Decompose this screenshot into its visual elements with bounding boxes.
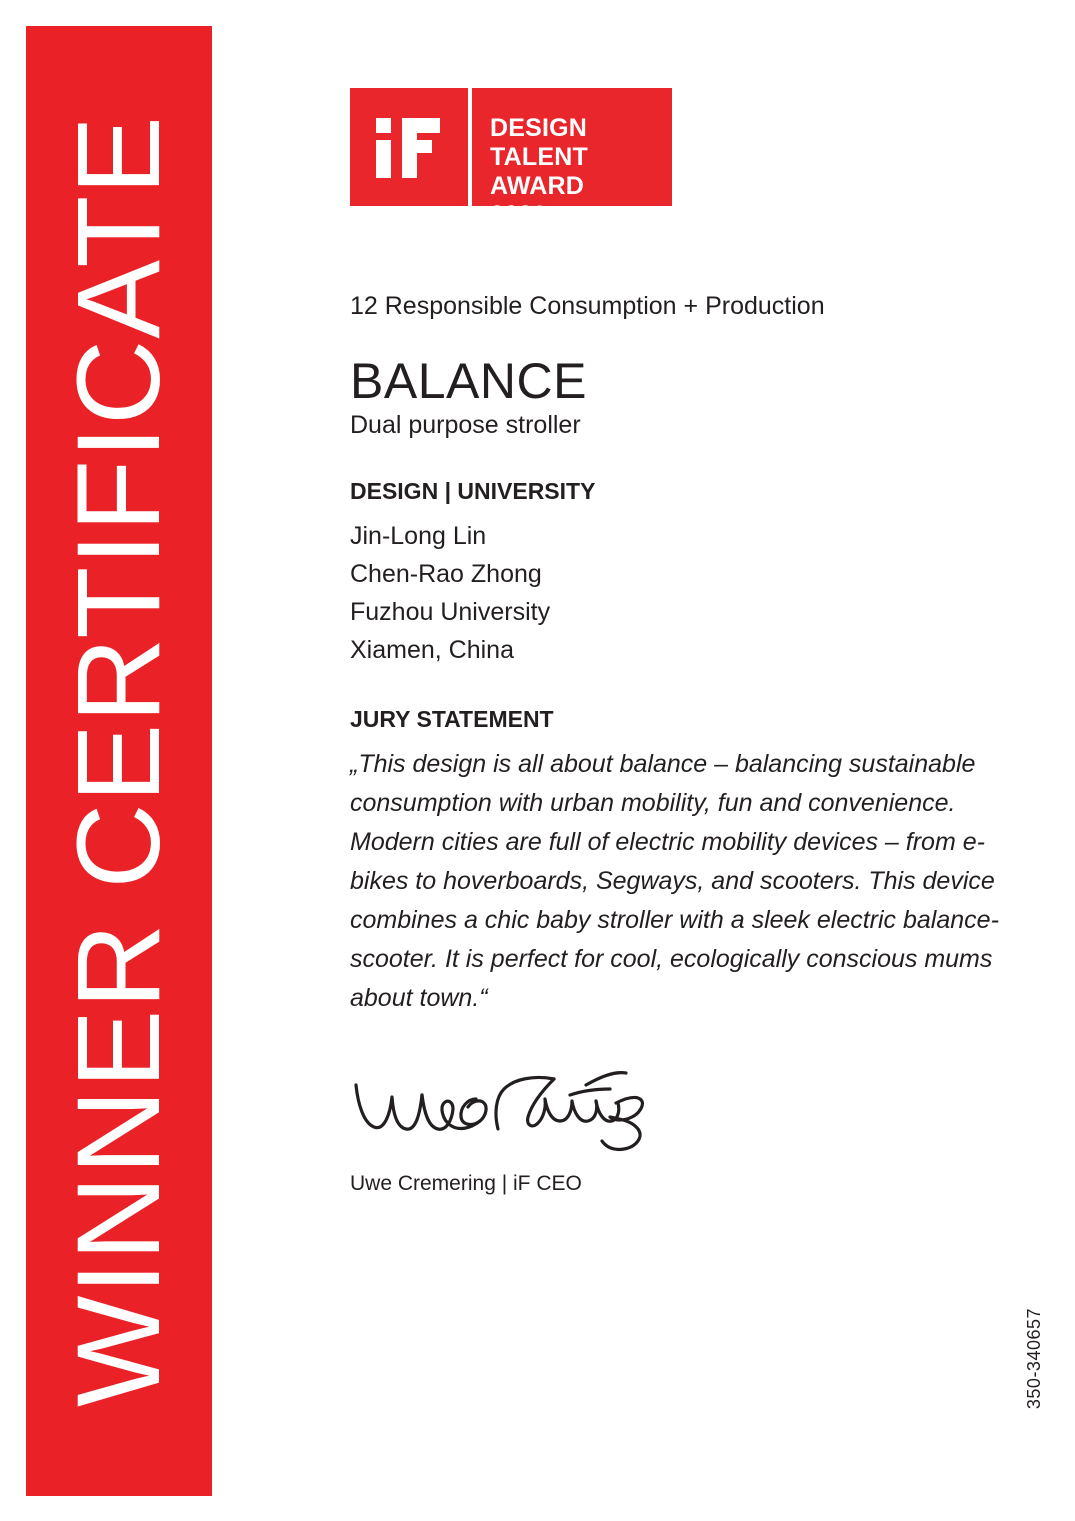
credit-designer-2: Chen-Rao Zhong: [350, 559, 542, 588]
if-logo-i-stem: [376, 140, 391, 178]
jury-statement-text: „This design is all about balance – balancing sustainable consumption with urban mobility, fun and convenience. Modern cities are full of electric mobility devices – from e-bikes to hoverboards, Segways, and scooters. This device combines a chic baby stroller with a sleek electric balance-scooter. It is perfect for cool, ecologically conscious mums about town.“: [350, 749, 999, 1012]
project-subtitle: Dual purpose stroller: [350, 410, 581, 439]
if-logo-f-bar: [402, 140, 432, 153]
signature-caption: Uwe Cremering | iF CEO: [350, 1172, 582, 1195]
signature-image: [348, 1055, 658, 1165]
credit-designer-1: Jin-Long Lin: [350, 521, 487, 550]
jury-statement-heading: JURY STATEMENT: [350, 705, 554, 732]
reference-code: 350-340657: [1024, 1307, 1044, 1409]
if-logo-i-dot: [376, 118, 391, 133]
banner-title: WINNER CERTIFICATE: [53, 115, 185, 1407]
credit-location: Xiamen, China: [350, 635, 514, 664]
logo-line-year: 2021: [490, 201, 547, 229]
if-design-talent-award-logo: [350, 88, 672, 229]
winner-certificate-banner: [26, 26, 212, 1496]
certificate-content: [350, 290, 1040, 1018]
project-title: BALANCE: [350, 352, 587, 409]
logo-text-block: [472, 88, 672, 229]
logo-line-design: DESIGN: [490, 114, 588, 142]
award-category: 12 Responsible Consumption + Production: [350, 292, 825, 320]
logo-line-talent-award: TALENT AWARD: [490, 143, 588, 200]
credit-university: Fuzhou University: [350, 597, 551, 626]
jury-statement-block: [350, 705, 1040, 1018]
design-university-block: [350, 477, 1040, 669]
design-university-heading: DESIGN | UNIVERSITY: [350, 477, 596, 504]
if-logo-icon: [350, 88, 468, 206]
